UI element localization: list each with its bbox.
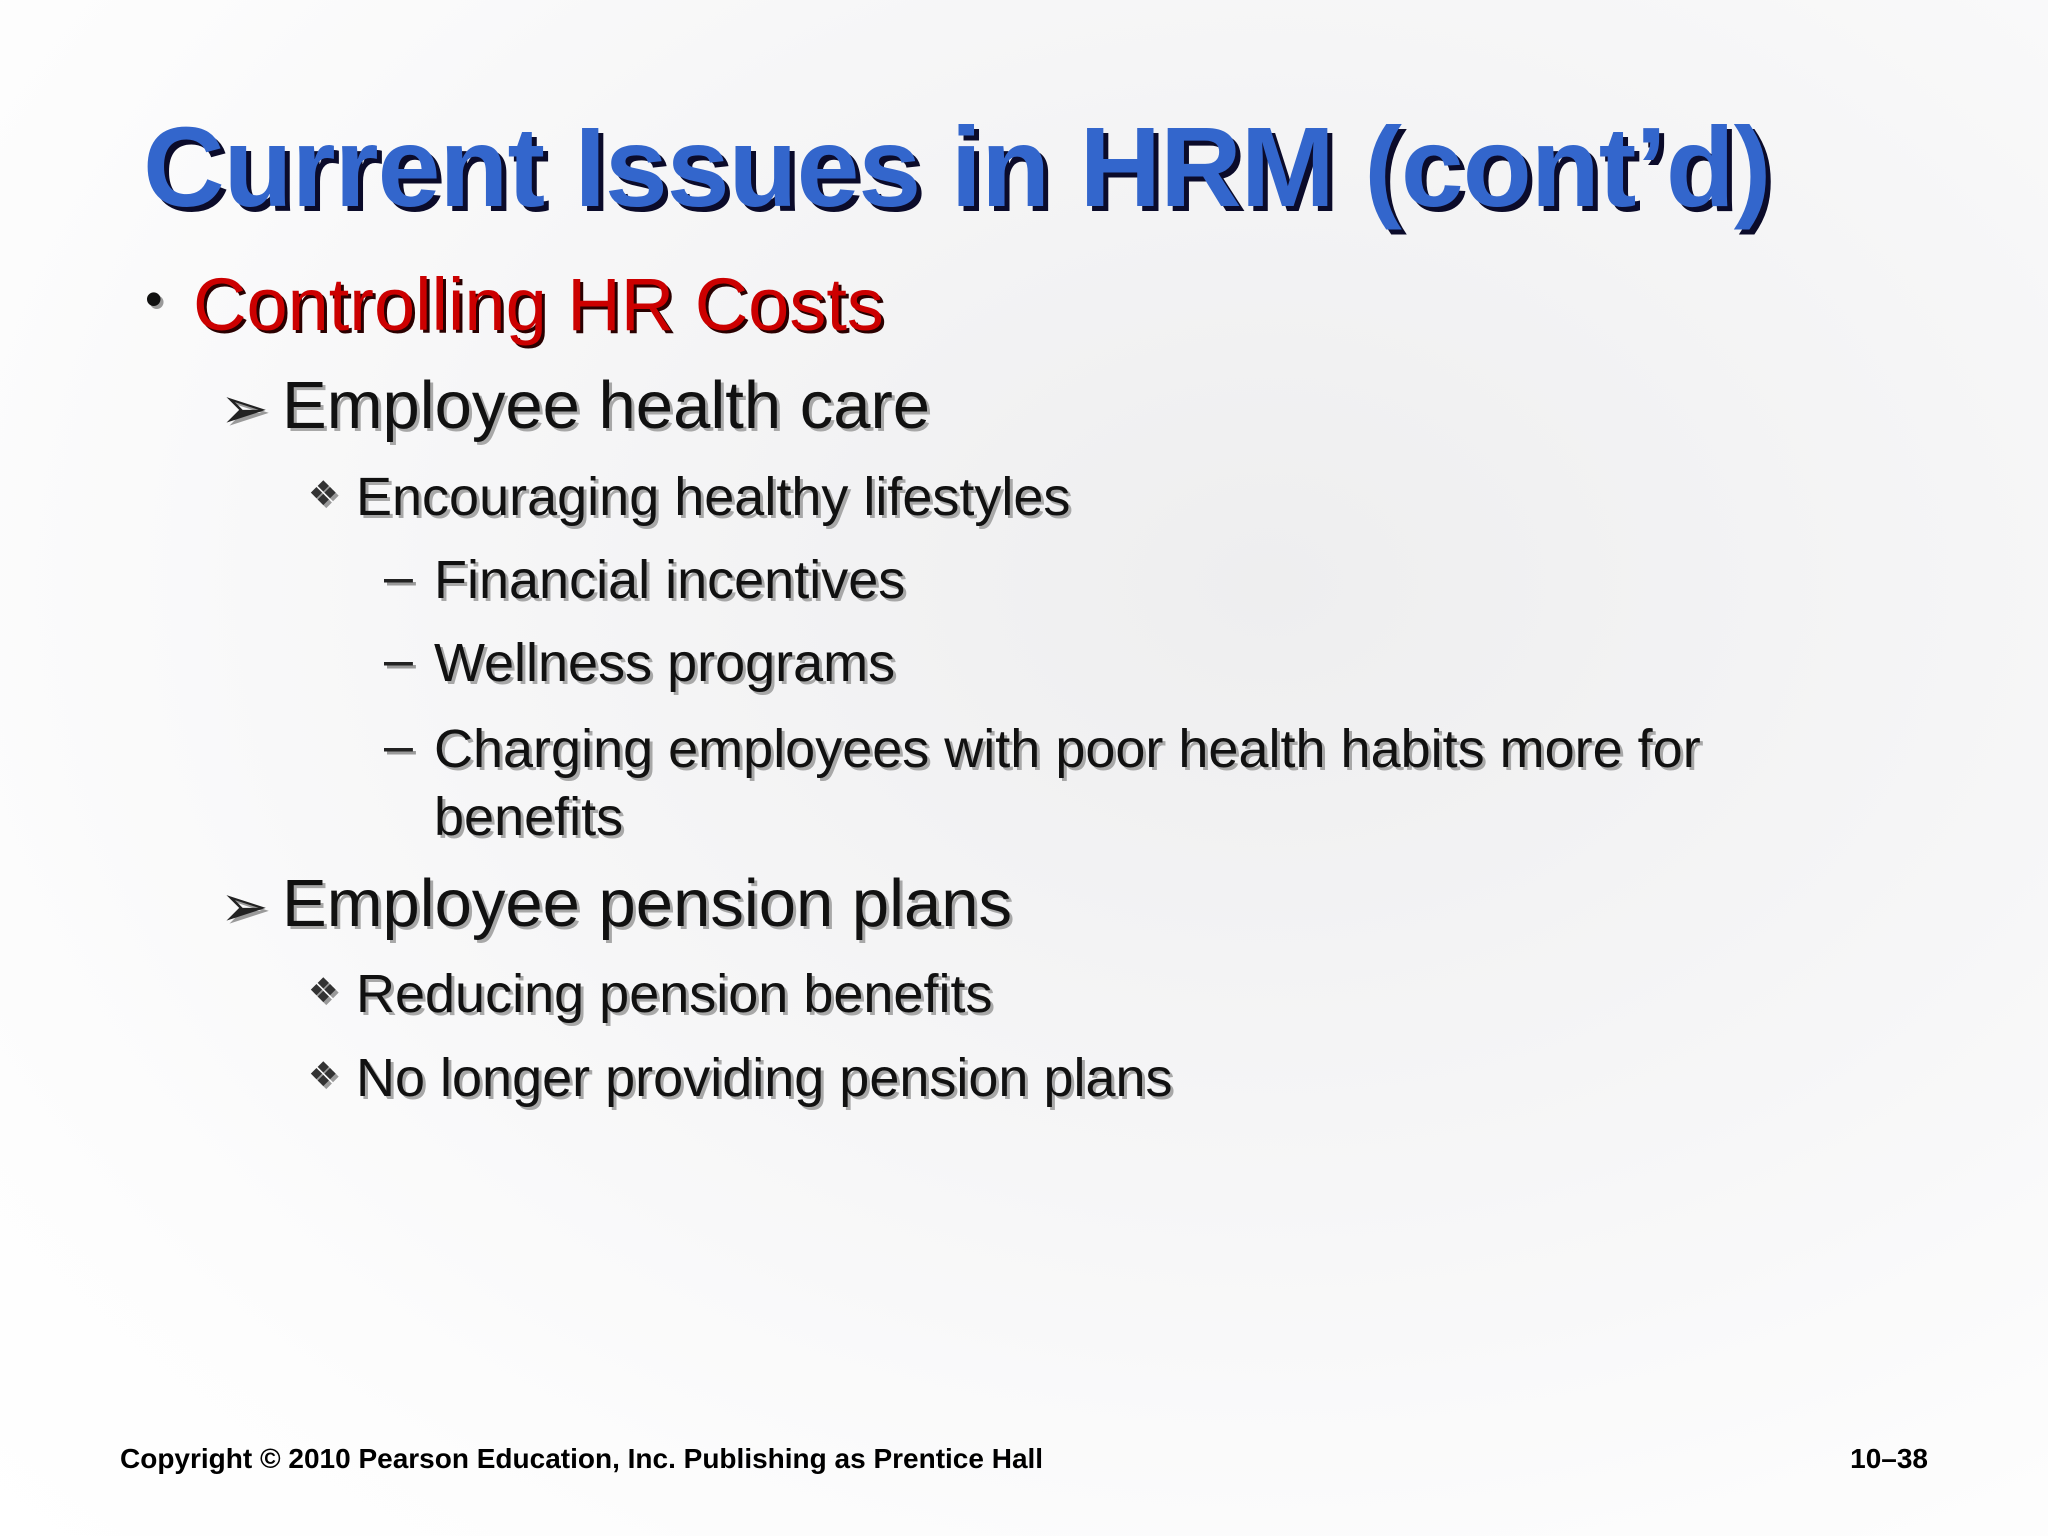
dash-bullet-icon: –	[384, 717, 413, 775]
bullet-text: Reducing pension benefits	[356, 964, 993, 1024]
diamond-bullet-icon: ❖	[308, 972, 339, 1010]
dash-bullet-icon: –	[384, 631, 413, 689]
round-bullet-icon: •	[145, 271, 163, 327]
bullet-encouraging-healthy-lifestyles	[308, 466, 1070, 528]
bullet-text: Controlling HR Costs	[193, 263, 884, 346]
bullet-charging-employees	[384, 715, 1824, 851]
bullet-text: Charging employees with poor health habits more for benefits	[434, 719, 1701, 847]
diamond-bullet-icon: ❖	[308, 1056, 339, 1094]
arrow-bullet-icon: ➢	[220, 874, 269, 939]
bullet-employee-pension-plans	[220, 865, 1012, 942]
page-number: 10–38	[1850, 1443, 1928, 1474]
copyright-footer: Copyright © 2010 Pearson Education, Inc. Publishing as Prentice Hall	[120, 1443, 1044, 1474]
dash-bullet-icon: –	[384, 548, 413, 606]
slide-title: Current Issues in HRM (cont’d)	[143, 104, 1771, 230]
bullet-wellness-programs	[384, 632, 895, 694]
bullet-controlling-hr-costs	[145, 262, 884, 347]
bullet-text: Wellness programs	[434, 633, 896, 693]
bullet-text: No longer providing pension plans	[356, 1048, 1173, 1108]
diamond-bullet-icon: ❖	[308, 475, 339, 513]
bullet-financial-incentives	[384, 549, 905, 611]
bullet-no-longer-providing	[308, 1047, 1173, 1109]
bullet-text: Encouraging healthy lifestyles	[356, 467, 1071, 527]
bullet-text: Employee pension plans	[282, 866, 1013, 941]
bullet-reducing-pension-benefits	[308, 963, 992, 1025]
bullet-text: Financial incentives	[434, 550, 906, 610]
bullet-employee-health-care	[220, 367, 930, 444]
bullet-text: Employee health care	[282, 368, 931, 443]
arrow-bullet-icon: ➢	[220, 376, 269, 441]
